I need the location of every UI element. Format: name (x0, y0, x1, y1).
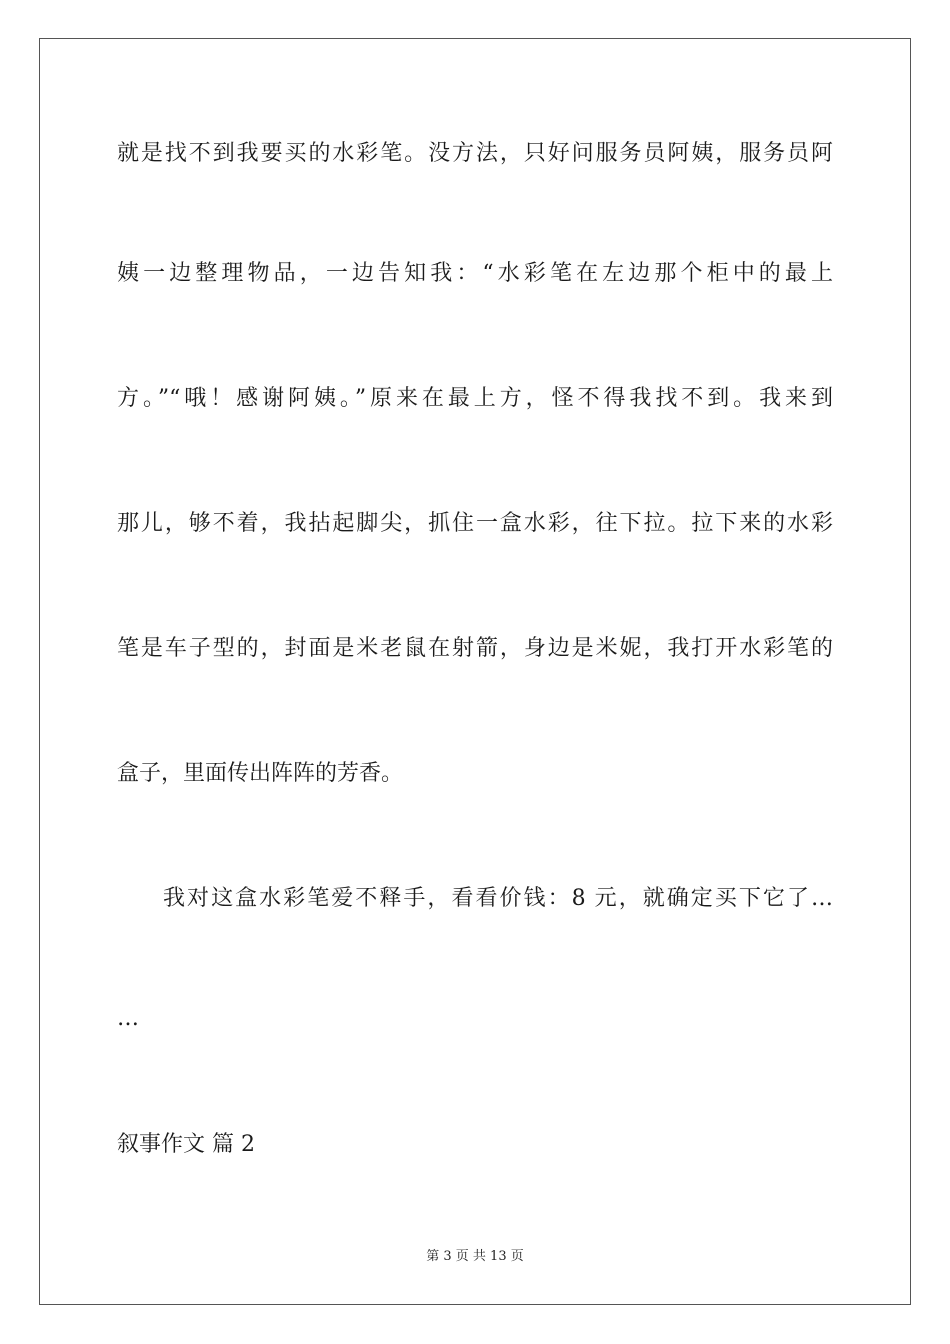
text-line-7: 我对这盒水彩笔爱不释手，看看价钱：8 元，就确定买下它了… (163, 886, 833, 911)
section-heading: 叙事作文 篇 2 (117, 1132, 255, 1157)
text-line-1: 就是找不到我要买的水彩笔。没方法，只好问服务员阿姨，服务员阿 (117, 141, 833, 166)
text-line-5: 笔是车子型的，封面是米老鼠在射箭，身边是米妮，我打开水彩笔的 (117, 636, 833, 661)
text-line-8: … (117, 1006, 139, 1031)
page-frame (39, 38, 911, 1305)
text-line-4: 那儿，够不着，我拈起脚尖，抓住一盒水彩，往下拉。拉下来的水彩 (117, 511, 833, 536)
page-number-footer: 第 3 页 共 13 页 (426, 1249, 524, 1264)
text-line-6: 盒子，里面传出阵阵的芳香。 (117, 761, 404, 786)
text-line-2: 姨一边整理物品，一边告知我：“水彩笔在左边那个柜中的最上 (117, 261, 833, 286)
text-line-3: 方。”“哦！感谢阿姨。”原来在最上方，怪不得我找不到。我来到 (117, 386, 833, 411)
